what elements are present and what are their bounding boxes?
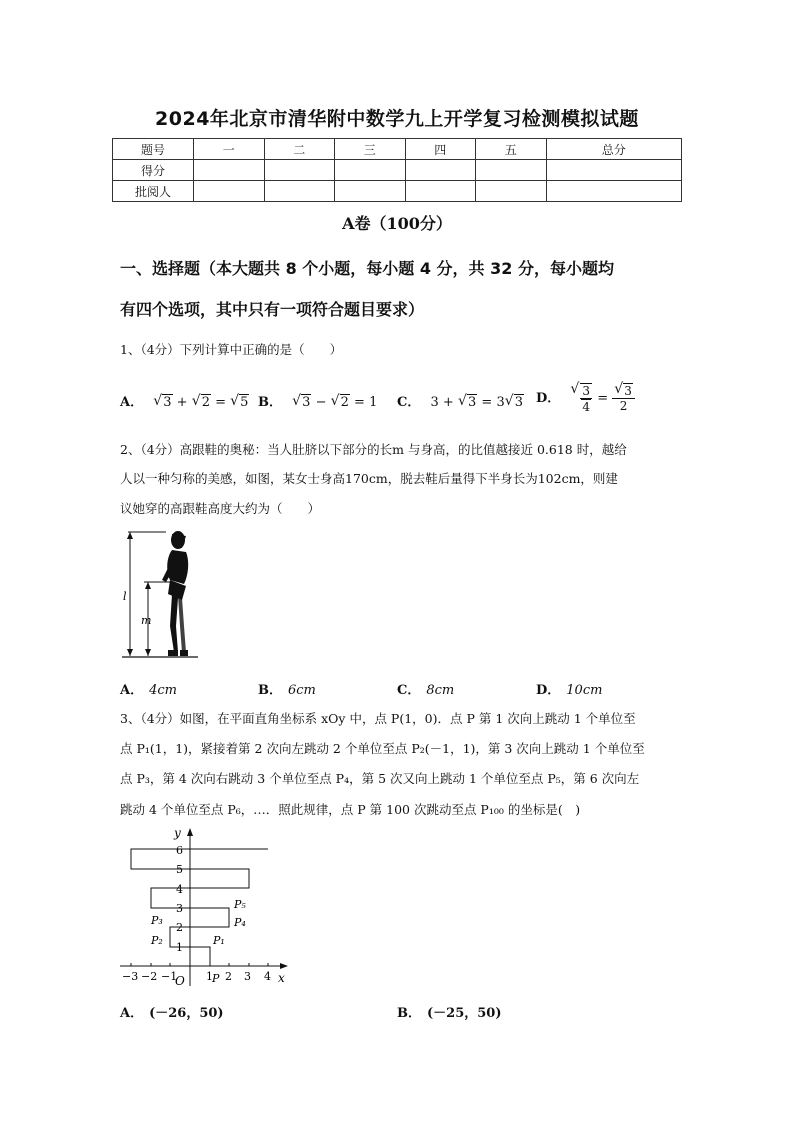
point-p5-label: P₅ (234, 898, 246, 911)
table-header-cell: 五 (476, 139, 547, 160)
option-label: B． (258, 395, 282, 410)
q1-option-c[interactable]: C． 3 + √ 3 = 3√ 3 (397, 391, 524, 410)
q2-option-d[interactable]: D． 10cm (536, 683, 603, 698)
x-tick: −3 (122, 970, 139, 983)
x-tick: −1 (161, 970, 178, 983)
table-row (113, 160, 682, 181)
fraction: √ $\frac{3}{2}$ (612, 384, 635, 413)
section-a-title: A卷（100分） (342, 214, 452, 233)
table-row (113, 181, 682, 202)
table-cell[interactable] (405, 181, 476, 202)
table-cell[interactable] (476, 160, 547, 181)
point-p4-label: P₄ (234, 916, 246, 929)
jump-path-figure (118, 826, 290, 990)
y-tick: 5 (176, 863, 183, 876)
q1-option-d[interactable]: D． √ $\frac{3}{4}$ = √ $\frac{3}{2}$ (536, 383, 635, 414)
x-tick: −2 (141, 970, 158, 983)
score-table (112, 138, 682, 202)
table-row (113, 139, 682, 160)
y-tick: 6 (176, 844, 183, 857)
table-cell[interactable] (264, 160, 335, 181)
table-cell[interactable] (546, 160, 682, 181)
table-header-cell: 一 (194, 139, 265, 160)
question-3-line1: 3、（4分）如图，在平面直角坐标系 xOy 中，点 P(1，0)．点 P 第 1 次向上跳动 1 个单位至 (120, 711, 636, 726)
y-tick: 2 (176, 921, 183, 934)
q2-option-c[interactable]: C． 8cm (397, 683, 455, 698)
section-heading-line1: 一、选择题（本大题共 8 个小题，每小题 4 分，共 32 分，每小题均 (120, 259, 614, 278)
table-cell[interactable] (335, 160, 406, 181)
table-cell[interactable] (405, 160, 476, 181)
question-2-line1: 2、（4分）高跟鞋的奥秘：当人肚脐以下部分的长m 与身高，的比值越接近 0.618 时，越给 (120, 442, 627, 457)
point-p3-label: P₃ (151, 914, 163, 927)
table-cell[interactable] (476, 181, 547, 202)
sqrt-symbol: √ 3 (505, 395, 524, 410)
table-cell[interactable] (546, 181, 682, 202)
table-cell[interactable] (194, 160, 265, 181)
table-header-cell: 三 (335, 139, 406, 160)
q2-option-b[interactable]: B． 6cm (258, 683, 316, 698)
label-m: m (141, 614, 152, 627)
table-header-cell: 四 (405, 139, 476, 160)
question-2-line2: 人以一种匀称的美感，如图，某女士身高170cm，脱去鞋后量得下半身长为102cm，则建 (120, 471, 618, 486)
label-l: l (123, 590, 127, 603)
q3-option-a[interactable]: A． (－26，50) (120, 1006, 224, 1021)
x-tick: 1 (206, 970, 213, 983)
table-cell[interactable] (194, 181, 265, 202)
sqrt-symbol: √ 2 (192, 395, 211, 410)
x-tick: 4 (264, 970, 271, 983)
woman-figure (120, 528, 200, 660)
sqrt-symbol: √ $\frac{3}{4}$ (570, 383, 593, 414)
origin-label: O (175, 974, 185, 988)
q2-option-a[interactable]: A． 4cm (120, 683, 177, 698)
x-tick: 3 (244, 970, 251, 983)
page-title: 2024年北京市清华附中数学九上开学复习检测模拟试题 (155, 108, 639, 130)
sqrt-symbol: √ 5 (230, 395, 249, 410)
sqrt-symbol: √ 3 (458, 395, 477, 410)
question-3-line4: 跳动 4 个单位至点 P₆，…．照此规律，点 P 第 100 次跳动至点 P₁₀₀ 的坐标是( ) (120, 802, 581, 817)
q3-option-b[interactable]: B． (－25，50) (397, 1006, 502, 1021)
question-3-line3: 点 P₃，第 4 次向右跳动 3 个单位至点 P₄，第 5 次又向上跳动 1 个单位至点 P₅，第 6 次向左 (120, 771, 640, 786)
option-label: D． (536, 391, 561, 406)
y-axis-label: y (174, 826, 181, 840)
point-p1-label: P₁ (213, 934, 225, 947)
question-2-line3: 议她穿的高跟鞋高度大约为（ ） (120, 501, 321, 516)
table-header-cell: 二 (264, 139, 335, 160)
option-label: C． (397, 395, 421, 410)
option-label: A． (120, 395, 144, 410)
y-tick: 4 (176, 883, 183, 896)
question-1-stem: 1、（4分）下列计算中正确的是（ ） (120, 342, 343, 357)
table-header-cell: 题号 (113, 139, 194, 160)
table-cell[interactable] (264, 181, 335, 202)
x-axis-label: x (278, 971, 285, 985)
sqrt-symbol: √ 3 (153, 395, 172, 410)
row-label: 得分 (113, 160, 194, 181)
sqrt-symbol: √ 3 (292, 395, 311, 410)
table-cell[interactable] (335, 181, 406, 202)
section-heading-line2: 有四个选项，其中只有一项符合题目要求） (120, 300, 425, 319)
x-tick: 2 (225, 970, 232, 983)
row-label: 批阅人 (113, 181, 194, 202)
point-p-label: P (212, 972, 220, 985)
jump-path (131, 849, 268, 966)
question-3-line2: 点 P₁(1，1)，紧接着第 2 次向左跳动 2 个单位至点 P₂(－1，1)，第 3 次向上跳动 1 个单位至 (120, 741, 645, 756)
q1-option-b[interactable]: B． √ 3 − √ 2 = 1 (258, 391, 377, 410)
point-p2-label: P₂ (151, 934, 163, 947)
table-header-cell: 总分 (546, 139, 682, 160)
q1-option-a[interactable]: A． √ 3 + √ 2 = √ 5 (120, 391, 249, 410)
sqrt-symbol: √ 2 (331, 395, 350, 410)
y-tick: 1 (176, 941, 183, 954)
y-tick: 3 (176, 902, 183, 915)
